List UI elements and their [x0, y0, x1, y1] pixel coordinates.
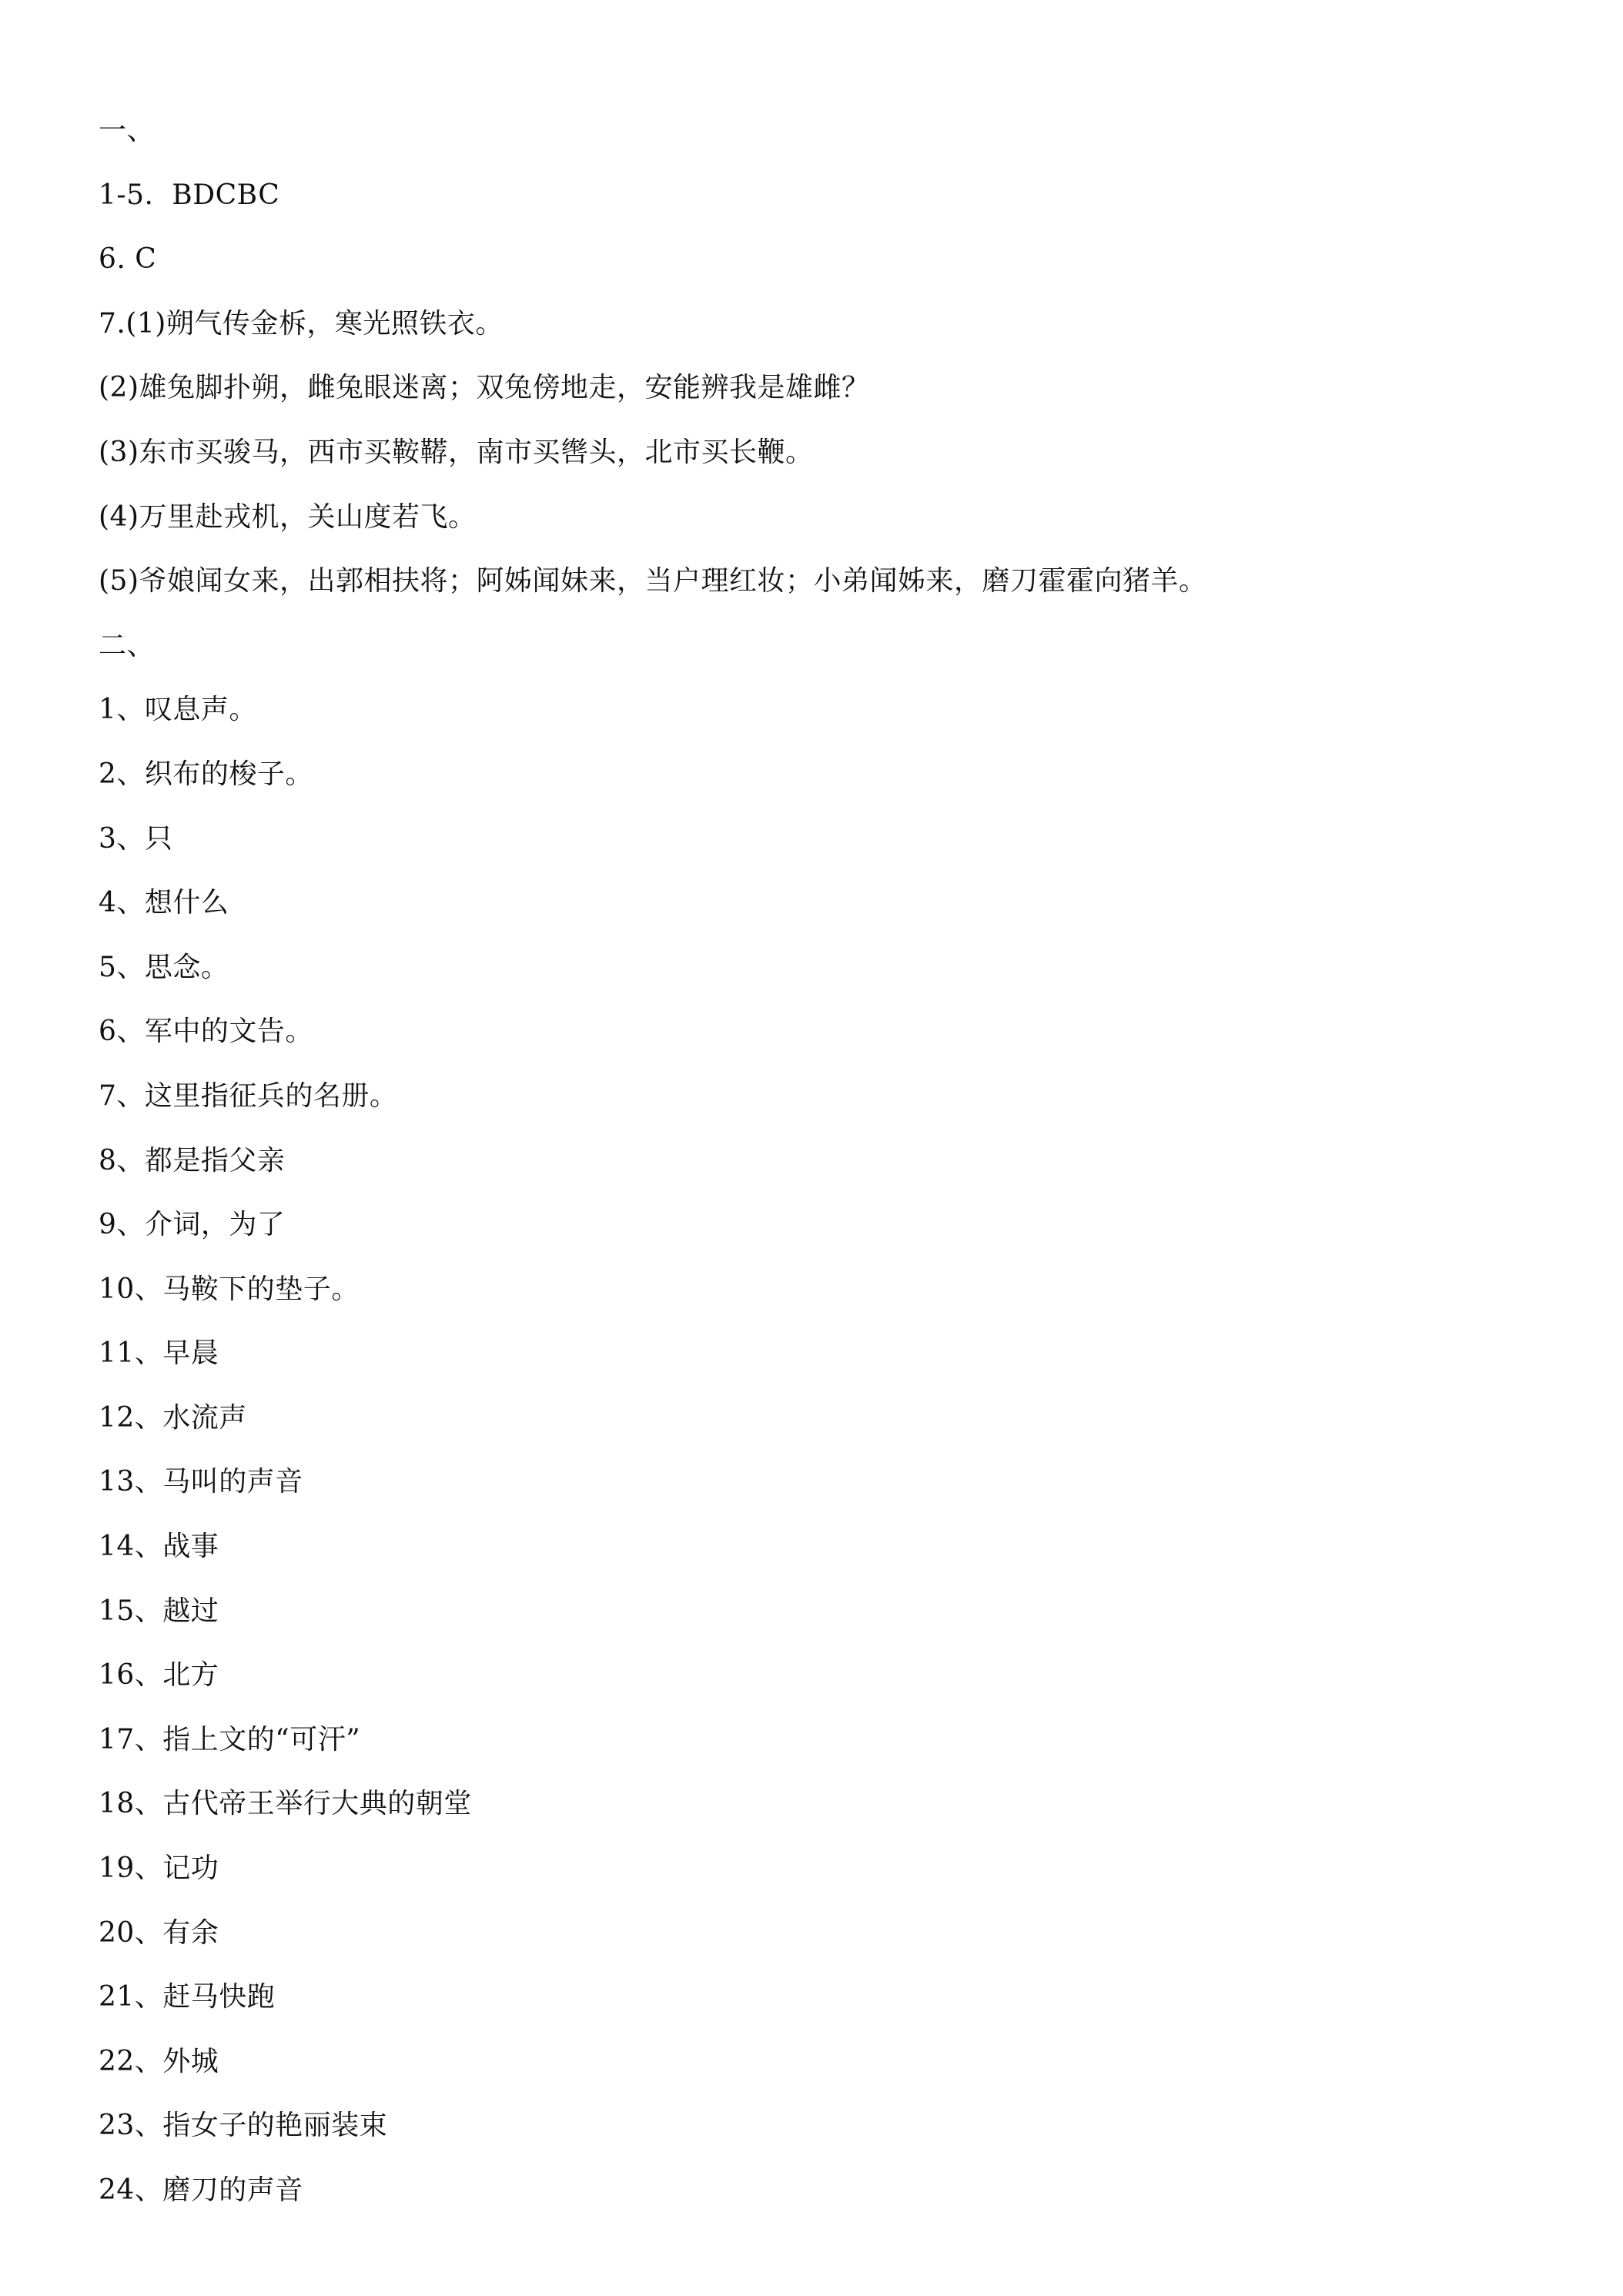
answer-line: 14、战事 — [99, 1531, 219, 1563]
answer-line: 15、越过 — [99, 1595, 219, 1627]
answer-line: 12、水流声 — [99, 1401, 247, 1434]
section-heading-two: 二、 — [99, 629, 156, 661]
answer-line: 6. C — [99, 243, 157, 276]
answer-line: 3、只 — [99, 822, 173, 855]
answer-line: 21、赶马快跑 — [99, 1981, 276, 2013]
answer-line: 4、想什么 — [99, 887, 229, 919]
section-heading-one: 一、 — [99, 115, 156, 146]
answer-line: 6、军中的文告。 — [99, 1016, 313, 1048]
answer-line: 7.(1)朔气传金柝，寒光照铁衣。 — [99, 307, 504, 340]
answer-line: 24、磨刀的声音 — [99, 2174, 303, 2206]
answer-line: 5、思念。 — [99, 951, 229, 983]
answer-line: 2、织布的梭子。 — [99, 758, 313, 790]
answer-line: 11、早晨 — [99, 1337, 219, 1370]
answer-line: (3)东市买骏马，西市买鞍鞯，南市买辔头，北市买长鞭。 — [99, 436, 814, 468]
answer-line: 10、马鞍下的垫子。 — [99, 1273, 360, 1305]
answer-line: (5)爷娘闻女来，出郭相扶将；阿姊闻妹来，当户理红妆；小弟闻姊来，磨刀霍霍向猪羊。 — [99, 565, 1207, 597]
answer-line: (4)万里赴戎机，关山度若飞。 — [99, 500, 477, 533]
answer-line: 7、这里指征兵的名册。 — [99, 1079, 398, 1112]
answer-line: 19、记功 — [99, 1853, 219, 1885]
answer-line: 17、指上文的“可汗” — [99, 1723, 361, 1755]
answer-line: 20、有余 — [99, 1916, 219, 1949]
answer-line: 23、指女子的艳丽装束 — [99, 2110, 388, 2142]
answer-line: 8、都是指父亲 — [99, 1144, 286, 1176]
answer-line: 16、北方 — [99, 1659, 219, 1692]
answer-line: 1-5. BDCBC — [99, 179, 280, 211]
answer-text-block — [99, 108, 1561, 2232]
answer-line: 9、介词，为了 — [99, 1209, 286, 1241]
answer-line: (2)雄兔脚扑朔，雌兔眼迷离；双兔傍地走，安能辨我是雄雌？ — [99, 372, 870, 404]
answer-line: 1、叹息声。 — [99, 694, 257, 726]
answer-line: 13、马叫的声音 — [99, 1466, 303, 1498]
answer-line: 22、外城 — [99, 2045, 219, 2077]
answer-line: 18、古代帝王举行大典的朝堂 — [99, 1788, 472, 1820]
